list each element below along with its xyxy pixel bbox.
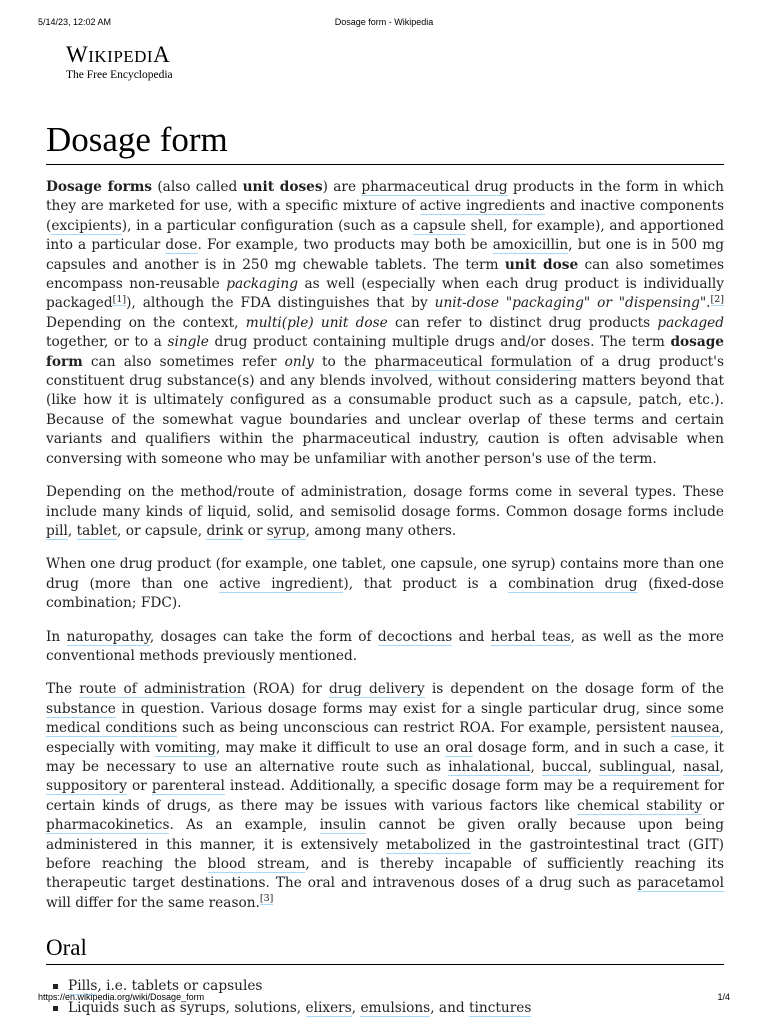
section-heading-oral: Oral — [46, 933, 724, 965]
link-tinctures[interactable]: tinctures — [469, 1000, 532, 1017]
link-blood-stream[interactable]: blood stream — [207, 856, 306, 872]
print-footer — [0, 992, 768, 1006]
link-route-of-administration[interactable]: route of administration — [79, 681, 246, 698]
wikipedia-tagline: The Free Encyclopedia — [66, 69, 173, 81]
print-url: https://en.wikipedia.org/wiki/Dosage_form — [38, 992, 205, 1002]
link-decoctions[interactable]: decoctions — [377, 628, 453, 645]
paragraph-combination: When one drug product (for example, one tablet, one capsule, one syrup) contains more than one drug (more than one active ingredient), that product is a combination drug (fixed-dose combination; FDC). — [46, 556, 724, 612]
link-inhalational[interactable]: inhalational — [448, 758, 531, 775]
link-nasal[interactable]: nasal — [683, 758, 720, 775]
paragraph-naturopathy: In naturopathy, dosages can take the form of decoctions and herbal teas, as well as the more conventional methods previously mentioned. — [46, 628, 724, 664]
link-pharmacokinetics[interactable]: pharmacokinetics — [46, 817, 170, 834]
link-substance[interactable]: substance — [46, 700, 116, 717]
link-active-ingredient[interactable]: active ingredient — [219, 575, 344, 592]
link-chemical-stability[interactable]: chemical stability — [577, 797, 703, 814]
link-nausea[interactable]: nausea — [670, 720, 720, 737]
print-page-number: 1/4 — [717, 992, 730, 1002]
link-capsule[interactable]: capsule — [413, 217, 466, 234]
page-title: Dosage form — [46, 118, 724, 165]
link-pharmaceutical-formulation[interactable]: pharmaceutical formulation — [374, 353, 572, 370]
link-herbal-teas[interactable]: herbal teas — [490, 628, 571, 645]
paragraph-types: Depending on the method/route of administration, dosage forms come in several types. These include many kinds of liquid, solid, and semisolid dosage forms. Common dosage forms include pill, tablet, or capsule, drink or syrup, among many others. — [46, 484, 724, 539]
link-active-ingredients[interactable]: active ingredients — [419, 198, 546, 215]
wikipedia-wordmark: WIKIPEDIA — [66, 42, 171, 67]
paragraph-intro: Dosage forms (also called unit doses) are pharmaceutical drug products in the form in which they are marketed for use, with a specific mixture of active ingredients and inactive components (excipients), in a particular configuration (such as a capsule shell, for example), and apportioned into a particular dose. For example, two products may both be amoxicillin, but one is in 500 mg capsules and another is in 250 mg chewable tablets. The term unit dose can also sometimes encompass non-reusable packaging as well (especially when each drug product is individually packaged[1]), although the FDA distinguishes that by unit-dose "packaging" or "dispensing".[2] Depending on the context, multi(ple) unit dose can refer to distinct drug products packaged together, or to a single drug product containing multiple drugs and/or doses. The term dosage form can also sometimes refer only to the pharmaceutical formulation of a drug product's constituent drug substance(s) and any blends involved, without considering matters beyond that (like how it is ultimately configured as a consumable product such as a capsule, patch, etc.). Because of the somewhat vague boundaries and unclear overlap of these terms and certain variants and qualifiers within the pharmaceutical industry, caution is often advisable when conversing with someone who may be unfamiliar with another person's use of the term. — [46, 179, 725, 467]
link-combination-drug[interactable]: combination drug — [508, 575, 638, 592]
link-parenteral[interactable]: parenteral — [151, 778, 225, 795]
list-item: Pills, i.e. tablets or capsules — [68, 975, 724, 997]
citation-1[interactable]: [1] — [112, 293, 127, 305]
link-drink[interactable]: drink — [206, 522, 244, 539]
link-vomiting[interactable]: vomiting — [155, 739, 217, 756]
link-buccal[interactable]: buccal — [542, 758, 588, 775]
link-suppository[interactable]: suppository — [46, 778, 128, 795]
link-pharmaceutical-drug[interactable]: pharmaceutical drug — [361, 179, 508, 195]
link-syrup[interactable]: syrup — [266, 522, 306, 539]
link-elixers[interactable]: elixers — [305, 1000, 352, 1017]
wikipedia-logo[interactable] — [66, 44, 173, 81]
link-excipients[interactable]: excipients — [51, 217, 122, 234]
link-emulsions[interactable]: emulsions — [360, 1000, 431, 1017]
link-pills[interactable]: Pills — [68, 978, 98, 995]
print-page-title: Dosage form - Wikipedia — [334, 17, 434, 27]
citation-3[interactable]: [3] — [259, 893, 274, 905]
citation-2[interactable]: [2] — [710, 293, 724, 305]
link-tablet[interactable]: tablet — [76, 522, 118, 539]
article-content — [46, 118, 724, 1019]
link-dose[interactable]: dose — [165, 237, 198, 254]
link-pill[interactable]: pill — [46, 522, 68, 539]
print-datetime: 5/14/23, 12:02 AM — [38, 17, 112, 27]
paragraph-route: The route of administration (ROA) for drug delivery is dependent on the dosage form of the substance in question. Various dosage forms may exist for a single particular drug, since some medical conditions such as being unconscious can restrict ROA. For example, persistent nausea, especially with vomiting, may make it difficult to use an oral dosage form, and in such a case, it may be necessary to use an alternative route such as inhalational, buccal, sublingual, nasal, suppository or parenteral instead. Additionally, a specific dosage form may be a requirement for certain kinds of drugs, as there may be issues with various factors like chemical stability or pharmacokinetics. As an example, insulin cannot be given orally because upon being administered in this manner, it is extensively metabolized in the gastrointestinal tract (GIT) before reaching the blood stream, and is thereby incapable of sufficiently reaching its therapeutic target destinations. The oral and intravenous doses of a drug such as paracetamol will differ for the same reason.[3] — [46, 681, 725, 911]
link-oral[interactable]: oral — [445, 739, 473, 756]
link-metabolized[interactable]: metabolized — [386, 836, 471, 853]
link-paracetamol[interactable]: paracetamol — [637, 875, 724, 892]
list-item: Liquids such as syrups, solutions, elixers, emulsions, and tinctures — [68, 997, 724, 1019]
link-drug-delivery[interactable]: drug delivery — [328, 681, 425, 698]
link-medical-conditions[interactable]: medical conditions — [46, 720, 178, 737]
link-naturopathy[interactable]: naturopathy — [66, 628, 150, 645]
link-amoxicillin[interactable]: amoxicillin — [492, 237, 569, 254]
link-sublingual[interactable]: sublingual — [599, 758, 672, 775]
link-insulin[interactable]: insulin — [319, 817, 367, 834]
print-header — [0, 17, 768, 31]
